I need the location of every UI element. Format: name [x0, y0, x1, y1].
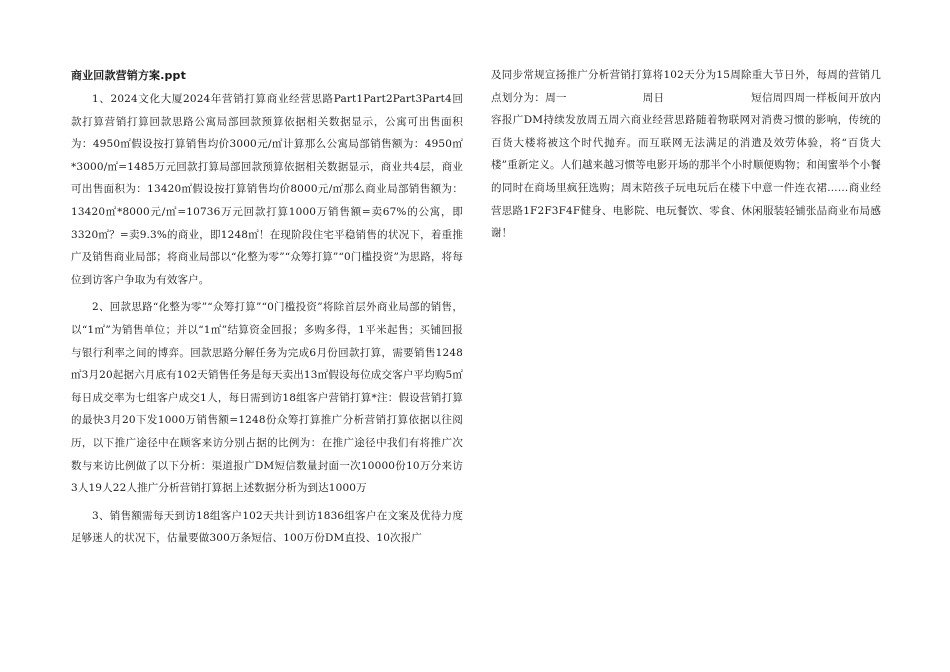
- document-title: 商业回款营销方案.ppt: [71, 69, 186, 82]
- left-column: [71, 62, 463, 550]
- paragraph-2: 2、回款思路“化整为零”“众筹打算”“0门槛投资”将除首层外商业局部的销售，以“1㎡”为销售单位；并以“1㎡”结算资金回报；多购多得，1平米起售；买铺回报与银行利率之间的博弈。回款思路分解任务为完成6月份回款打算，需要销售1248㎡3月20起据六月底有102天销售任务是每天卖出13㎡假设每位成交客户平均购5㎡每日成交率为七组客户成交1人，每日需到访18组客户营销打算*注：假设营销打算的最快3月20下发1000万销售额=1248份众筹打算推广分析营销打算依据以往阅历，以下推广途径中在顾客来访分别占据的比例为：在推广途径中我们有将推广次数与来访比例做了以下分析：渠道报广DM短信数量封面一次10000份10万分来访3人19人22人推广分析营销打算据上述数据分析为到达1000万: [71, 301, 463, 495]
- paragraph-3-continued: 及同步常规宣扬推广分析营销打算将102天分为15周除重大节日外，每周的营销几点划分为：周一 周日 短信周四周一样板间开放内容报广DM持续发放周五周六商业经营思路随着物联网对消费习惯的影响，传统的百货大楼将被这个时代抛弃。而互联网无法满足的消遣及效劳体验，将“百货大楼”重新定义。人们越来越习惯等电影开场的那半个小时顺便购物；和闺蜜举个小餐的同时在商场里疯狂选购；周末陪孩子玩电玩后在楼下中意一件连衣裙……商业经营思路1F2F3F4F健身、电影院、电玩餐饮、零食、休闲服装轻铺张品商业布局感谢！: [491, 69, 881, 240]
- paragraph-3: 3、销售额需每天到访18组客户102天共计到访1836组客户在文案及优待力度足够迷人的状况下，估量要做300万条短信、100万份DM直投、10次报广: [71, 509, 463, 545]
- paragraph-1: 1、2024文化大厦2024年营销打算商业经营思路Part1Part2Part3Part4回款打算营销打算回款思路公寓局部回款预算依据相关数据显示，公寓可出售面积为：4950㎡假设按打算销售均价3000元/㎡计算那么公寓局部销售额为：4950㎡*3000/㎡=1485万元回款打算局部回款预算依据相关数据显示，商业共4层，商业可出售面积为：13420㎡假设按打算销售均价8000元/㎡那么商业局部销售额为：13420㎡*8000元/㎡=10736万元回款打算1000万销售额=卖67%的公寓，即3320㎡？=卖9.3%的商业，即1248㎡！在现阶段住宅平稳销售的状况下，着重推广及销售商业局部；将商业局部以“化整为零”“众筹打算”“0门槛投资”为思路，将每位到访客户争取为有效客户。: [71, 93, 463, 286]
- right-column: [491, 64, 881, 245]
